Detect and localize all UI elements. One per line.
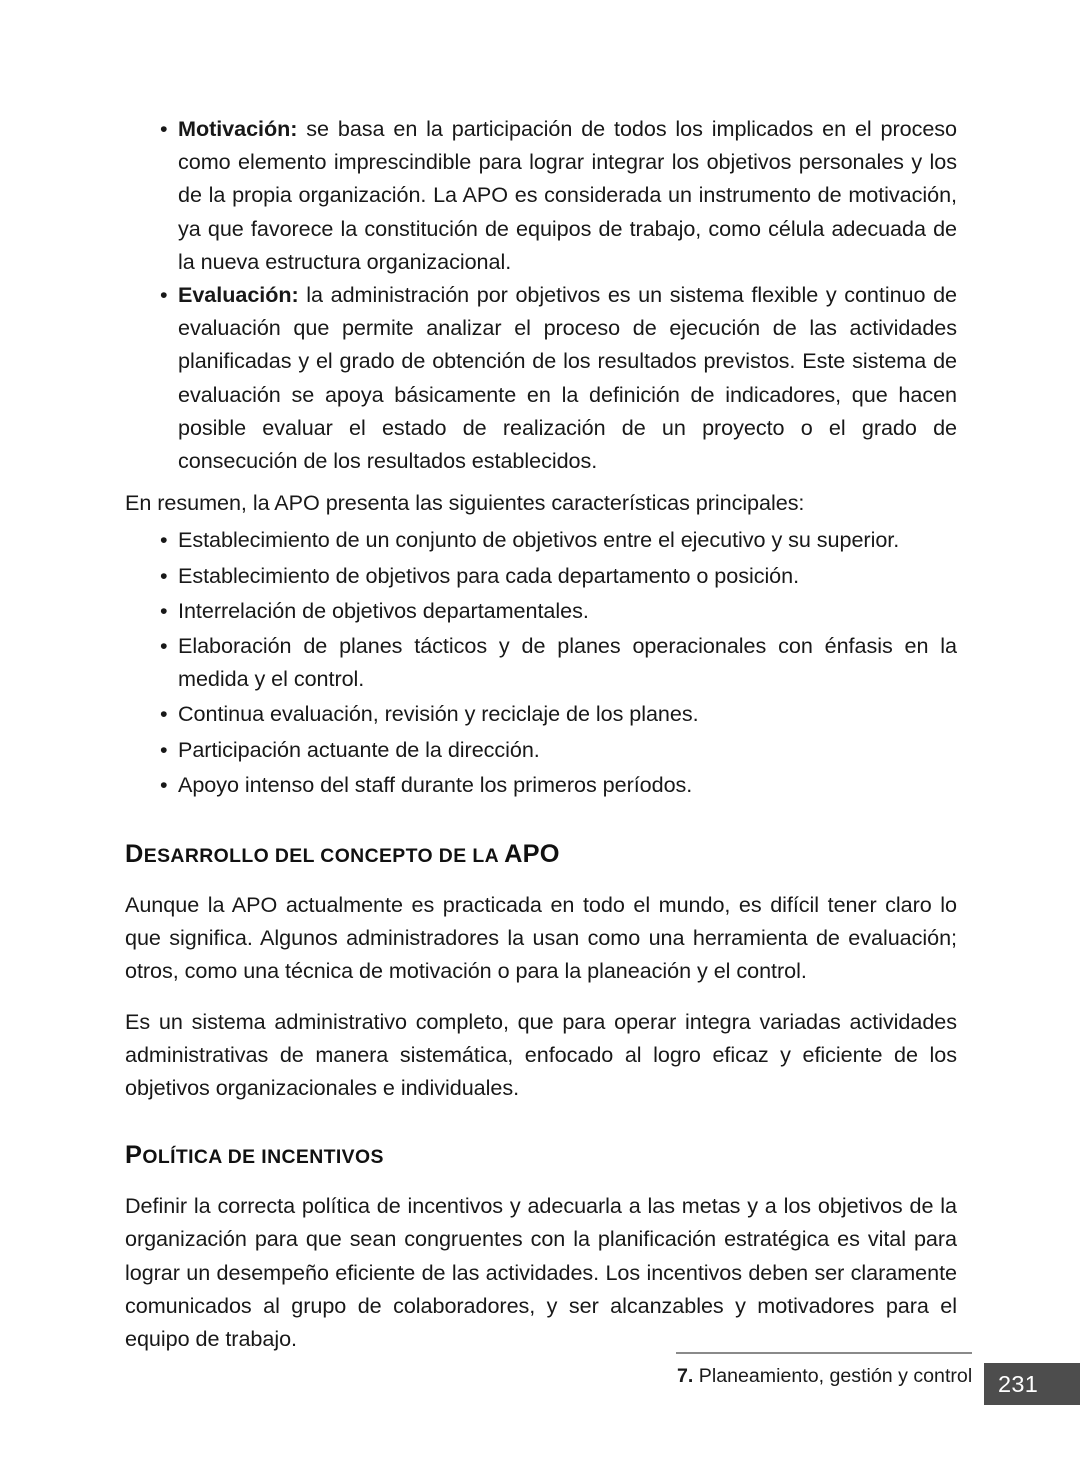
spacer	[125, 477, 957, 486]
footer-chapter-label	[677, 1363, 972, 1389]
bullet-glyph-icon: •	[160, 736, 168, 762]
bullet-glyph-icon: •	[160, 562, 168, 588]
page-content	[125, 112, 957, 1355]
list-item-text: Apoyo intenso del staff durante los primeros períodos.	[178, 771, 693, 797]
list-item-text: Participación actuante de la dirección.	[178, 736, 540, 762]
heading-acronym: APO	[504, 840, 560, 869]
list-item-text: se basa en la participación de todos los implicados en el proceso como elemento imprescindible para lograr integrar los objetivos personales y los de la propia organización. La APO es considerada un instrumento de motivación, ya que favorece la constitución de equipos de trabajo, como célula adecuada de la nueva estructura organizacional.	[178, 116, 957, 274]
body-paragraph: Aunque la APO actualmente es practicada en todo el mundo, es difícil tener claro lo que significa. Algunos administradores la usan como una herramienta de evaluación; otros, como una técnica de motivación o para la planeación y el control.	[125, 892, 957, 984]
list-item	[160, 112, 957, 278]
heading-initial-cap: P	[125, 1141, 143, 1170]
intro-bullet-list	[125, 112, 957, 477]
list-item-text: la administración por objetivos es un sistema flexible y continuo de evaluación que permite analizar el proceso de ejecución de las actividades planificadas y el grado de obtención de los resultados previstos. Este sistema de evaluación se apoya básicamente en la definición de indicadores, que hacen posible evaluar el estado de realización de un proyecto o el grado de consecución de los resultados establecidos.	[178, 282, 957, 474]
bullet-glyph-icon: •	[160, 701, 168, 727]
list-item	[160, 559, 957, 592]
page-number-badge	[984, 1363, 1080, 1405]
list-item-lead: Motivación:	[178, 116, 298, 141]
body-paragraph: Definir la correcta política de incentivos y adecuarla a las metas y a los objetivos de la organización para que sean congruentes con la planificación estratégica es vital para lograr un desempeño eficiente de las actividades. Los incentivos deben ser claramente comunicados al grupo de colaboradores, y ser alcanzables y motivadores para el equipo de trabajo.	[125, 1193, 957, 1352]
footer-divider	[676, 1352, 972, 1354]
page-footer	[676, 1352, 1080, 1412]
spacer	[125, 803, 957, 839]
bullet-glyph-icon: •	[160, 116, 168, 141]
heading-small-caps: OLÍTICA DE INCENTIVOS	[142, 1146, 384, 1169]
list-item	[160, 594, 957, 627]
spacer	[125, 1104, 957, 1140]
list-item-lead: Evaluación:	[178, 282, 299, 308]
list-item	[160, 278, 957, 477]
spacer	[125, 871, 957, 888]
list-item-text: Elaboración de planes tácticos y de planes operacionales con énfasis en la medida y el control.	[178, 633, 957, 692]
list-item-text: Establecimiento de un conjunto de objetivos entre el ejecutivo y su superior.	[178, 527, 900, 553]
body-paragraph: Es un sistema administrativo completo, que para operar integra variadas actividades administrativas de manera sistemática, enfocado al logro eficaz y eficiente de los objetivos organizacionales e individuales.	[125, 1008, 957, 1101]
summary-bullet-list	[125, 523, 957, 801]
spacer	[125, 1172, 957, 1189]
footer-chapter-number: 7.	[677, 1365, 694, 1387]
bullet-glyph-icon: •	[160, 597, 168, 623]
summary-intro-paragraph: En resumen, la APO presenta las siguientes características principales:	[125, 490, 805, 516]
list-item-text: Continua evaluación, revisión y reciclaje de los planes.	[178, 701, 699, 727]
heading-initial-cap: D	[125, 840, 144, 869]
list-item	[160, 629, 957, 695]
footer-chapter-title: Planeamiento, gestión y control	[693, 1365, 973, 1387]
list-item	[160, 733, 957, 766]
bullet-glyph-icon: •	[160, 282, 168, 308]
section-heading-politica	[125, 1140, 957, 1172]
spacer	[125, 988, 957, 1005]
list-item	[160, 768, 957, 801]
heading-small-caps: ESARROLLO DEL CONCEPTO DE LA	[143, 845, 505, 868]
list-item-text: Interrelación de objetivos departamentales.	[178, 597, 589, 623]
list-item	[160, 523, 957, 556]
bullet-glyph-icon: •	[160, 527, 168, 553]
list-item	[160, 697, 957, 730]
bullet-glyph-icon: •	[160, 771, 168, 797]
list-item-text: Establecimiento de objetivos para cada departamento o posición.	[178, 562, 800, 588]
page-number: 231	[998, 1371, 1039, 1397]
section-heading-desarrollo	[125, 839, 957, 871]
bullet-glyph-icon: •	[160, 633, 168, 659]
